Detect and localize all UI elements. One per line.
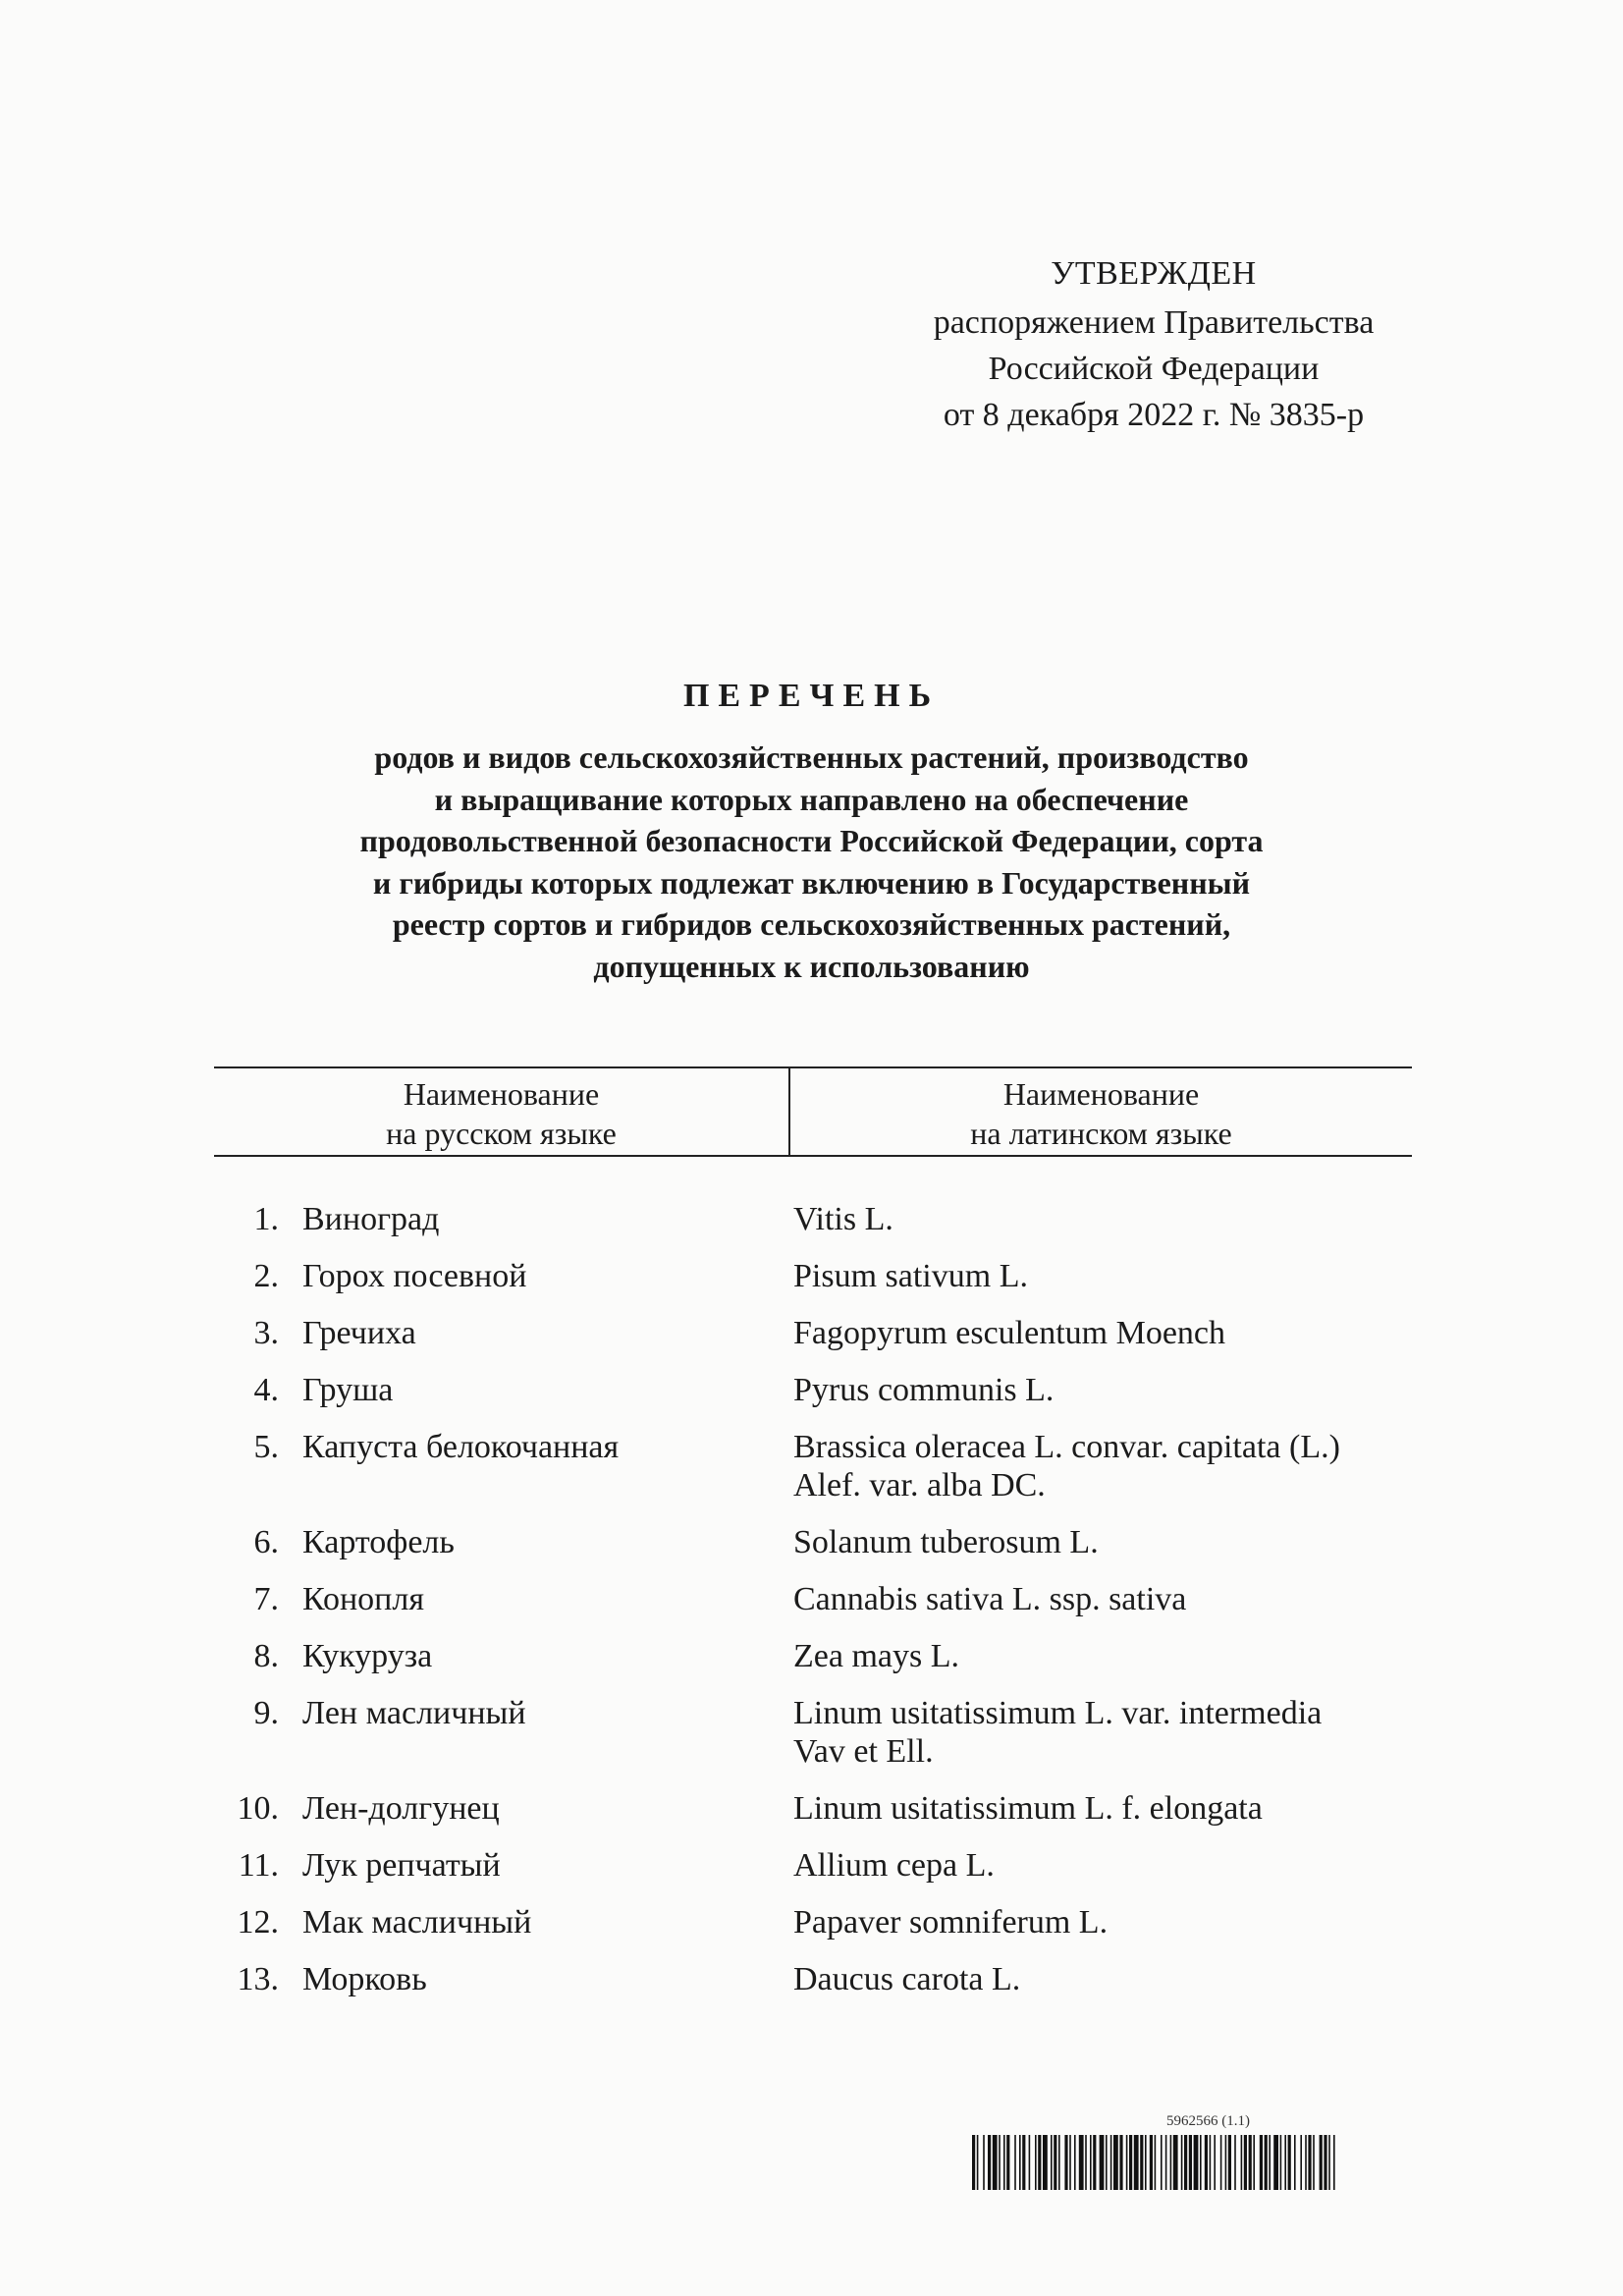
barcode-bar (1234, 2135, 1236, 2190)
table-row (214, 1314, 1412, 1352)
row-number: 5. (253, 1429, 279, 1465)
latin-name (793, 1200, 1402, 1238)
latin-name-line: Allium cepa L. (793, 1847, 995, 1884)
subtitle-line: реестр сортов и гибридов сельскохозяйственных растений, (392, 906, 1231, 942)
barcode-bar (1333, 2135, 1335, 2190)
barcode-bar (1140, 2135, 1143, 2190)
russian-name: Лук репчатый (302, 1847, 501, 1884)
barcode-bar (1225, 2135, 1227, 2190)
latin-name-line: Daucus carota L. (793, 1961, 1021, 1997)
barcode-bar (1074, 2135, 1076, 2190)
barcode-bar (1038, 2135, 1041, 2190)
table-header (214, 1066, 1412, 1157)
barcode-bar (1022, 2135, 1025, 2190)
barcode-bar (1170, 2135, 1172, 2190)
barcode-bar (1043, 2135, 1048, 2190)
latin-name-line: Vav et Ell. (793, 1733, 934, 1770)
header-ru-line: Наименование (403, 1076, 600, 1112)
barcode-bar (1328, 2135, 1330, 2190)
russian-name: Капуста белокочанная (302, 1429, 620, 1465)
row-number: 11. (238, 1847, 279, 1884)
barcode-bar (1134, 2135, 1139, 2190)
subtitle-line: и гибриды которых подлежат включению в Государственный (372, 864, 1251, 901)
barcode-bar (1145, 2135, 1147, 2190)
table-row (214, 1523, 1412, 1561)
barcode-bar (1300, 2135, 1302, 2190)
latin-name-line: Pyrus communis L. (793, 1372, 1055, 1408)
row-number: 10. (237, 1790, 279, 1827)
barcode-number: 5962566 (1.1) (1166, 2113, 1250, 2129)
barcode-bar (1273, 2135, 1278, 2190)
row-number: 9. (253, 1695, 279, 1731)
row-number: 3. (253, 1315, 279, 1351)
barcode-bar (1284, 2135, 1286, 2190)
latin-name-line: Cannabis sativa L. ssp. sativa (793, 1581, 1187, 1617)
barcode-bar (1058, 2135, 1060, 2190)
russian-name: Лен-долгунец (302, 1790, 500, 1827)
barcode-bar (1210, 2135, 1212, 2190)
barcode-bar (1324, 2135, 1326, 2190)
barcode-bar (1194, 2135, 1199, 2190)
barcode-bar (1003, 2135, 1005, 2190)
row-number: 1. (253, 1201, 279, 1237)
barcode-bar (1106, 2135, 1108, 2190)
row-number: 8. (253, 1638, 279, 1674)
barcode-bar (1305, 2135, 1307, 2190)
russian-name: Мак масличный (302, 1904, 532, 1941)
russian-name: Груша (302, 1372, 394, 1408)
barcode-bar (1006, 2135, 1009, 2190)
latin-name (793, 1960, 1402, 1998)
latin-name-line: Fagopyrum esculentum Moench (793, 1315, 1226, 1351)
table-row (214, 1200, 1412, 1238)
barcode-bar (1313, 2135, 1315, 2190)
barcode-bar (983, 2135, 985, 2190)
barcode-bar (1228, 2135, 1231, 2190)
barcode-bar (1110, 2135, 1112, 2190)
barcode-bar (1173, 2135, 1178, 2190)
latin-name-line: Zea mays L. (793, 1638, 959, 1674)
barcode-bar (1014, 2135, 1016, 2190)
table-row (214, 1371, 1412, 1409)
barcode-bar (1150, 2135, 1153, 2190)
table-row (214, 1846, 1412, 1885)
row-number: 2. (253, 1258, 279, 1294)
barcode-bar (1100, 2135, 1105, 2190)
barcode-bar (1069, 2135, 1071, 2190)
document-title: ПЕРЕЧЕНЬ (682, 678, 941, 714)
row-number: 4. (253, 1372, 279, 1408)
barcode-bar (977, 2135, 979, 2190)
latin-name (793, 1314, 1402, 1352)
barcode-bar (1205, 2135, 1208, 2190)
latin-name-line: Linum usitatissimum L. f. elongata (793, 1790, 1263, 1827)
barcode-bar (1093, 2135, 1096, 2190)
barcode-bar (1244, 2135, 1247, 2190)
row-number: 6. (253, 1524, 279, 1560)
barcode-bar (1184, 2135, 1187, 2190)
table-row (214, 1789, 1412, 1828)
latin-name (793, 1637, 1402, 1675)
subtitle-line: продовольственной безопасности Российской Федерации, сорта (359, 823, 1264, 858)
barcode-bar (1085, 2135, 1087, 2190)
latin-name (793, 1789, 1402, 1828)
table-row (214, 1428, 1412, 1504)
header-la-line: на латинском языке (970, 1116, 1232, 1151)
latin-name (793, 1428, 1402, 1504)
table-row (214, 1580, 1412, 1618)
barcode (972, 2113, 1468, 2192)
header-la-line: Наименование (1002, 1076, 1200, 1112)
barcode-bar (1064, 2135, 1067, 2190)
barcode-bar (1165, 2135, 1167, 2190)
barcode-bar (1126, 2135, 1128, 2190)
barcode-bar (1054, 2135, 1056, 2190)
latin-name-line: Papaver somniferum L. (793, 1904, 1109, 1941)
russian-name: Морковь (302, 1961, 427, 1997)
row-number: 13. (237, 1961, 279, 1997)
approval-line-1: распоряжением Правительства (933, 304, 1375, 341)
latin-name (793, 1903, 1402, 1941)
barcode-bar (1155, 2135, 1157, 2190)
barcode-bar (1280, 2135, 1282, 2190)
russian-name: Лен масличный (302, 1695, 526, 1731)
approval-line-3: от 8 декабря 2022 г. № 3835-р (943, 397, 1365, 433)
russian-name: Картофель (302, 1524, 455, 1560)
barcode-bar (1161, 2135, 1163, 2190)
barcode-bar (999, 2135, 1001, 2190)
latin-name-line: Solanum tuberosum L. (793, 1524, 1099, 1560)
barcode-bar (1241, 2135, 1243, 2190)
barcode-bar (1113, 2135, 1118, 2190)
barcode-bar (1220, 2135, 1222, 2190)
latin-name-line: Linum usitatissimum L. var. intermedia (793, 1695, 1323, 1731)
barcode-bar (1253, 2135, 1255, 2190)
header-russian-name (214, 1068, 790, 1155)
latin-name (793, 1846, 1402, 1885)
barcode-bar (1129, 2135, 1132, 2190)
row-number: 7. (253, 1581, 279, 1617)
barcode-bar (988, 2135, 991, 2190)
table-row (214, 1960, 1412, 1998)
latin-name-line: Pisum sativum L. (793, 1258, 1028, 1294)
barcode-bar (1294, 2135, 1296, 2190)
barcode-bar (1308, 2135, 1311, 2190)
barcode-bar (1119, 2135, 1122, 2190)
barcode-bar (1029, 2135, 1031, 2190)
approval-line-2: Российской Федерации (988, 351, 1320, 387)
latin-name-line: Alef. var. alba DC. (793, 1467, 1046, 1503)
subtitle-line: и выращивание которых направлено на обеспечение (434, 781, 1189, 817)
russian-name: Виноград (302, 1201, 440, 1237)
latin-name (793, 1694, 1402, 1771)
barcode-bar (1288, 2135, 1291, 2190)
barcode-bar (1249, 2135, 1252, 2190)
latin-name (793, 1371, 1402, 1409)
barcode-bar (1051, 2135, 1053, 2190)
approval-stamp (864, 250, 1443, 438)
subtitle-line: допущенных к использованию (593, 948, 1030, 984)
latin-name-line: Vitis L. (793, 1201, 893, 1237)
russian-name: Конопля (302, 1581, 424, 1617)
table-row (214, 1694, 1412, 1771)
barcode-bar (1035, 2135, 1037, 2190)
barcode-bar (972, 2135, 975, 2190)
table-row (214, 1637, 1412, 1675)
barcode-bar (1260, 2135, 1263, 2190)
barcode-bars (972, 2135, 1468, 2190)
header-ru-line: на русском языке (386, 1116, 617, 1151)
barcode-bar (1189, 2135, 1192, 2190)
barcode-bar (1200, 2135, 1202, 2190)
table-row (214, 1257, 1412, 1295)
barcode-bar (993, 2135, 998, 2190)
table-row (214, 1903, 1412, 1941)
barcode-bar (1214, 2135, 1216, 2190)
plant-list (214, 1200, 1412, 2017)
barcode-bar (1269, 2135, 1271, 2190)
russian-name: Горох посевной (302, 1258, 527, 1294)
barcode-bar (1019, 2135, 1021, 2190)
barcode-bar (1265, 2135, 1268, 2190)
row-number: 12. (237, 1904, 279, 1941)
latin-name (793, 1257, 1402, 1295)
latin-name (793, 1523, 1402, 1561)
subtitle-line: родов и видов сельскохозяйственных растений, производство (374, 739, 1249, 775)
barcode-bar (1079, 2135, 1084, 2190)
latin-name-line: Brassica oleracea L. convar. capitata (L.) (793, 1429, 1340, 1465)
approved-heading: УТВЕРЖДЕН (1051, 255, 1257, 292)
barcode-bar (1181, 2135, 1183, 2190)
russian-name: Кукуруза (302, 1638, 433, 1674)
barcode-bar (1090, 2135, 1092, 2190)
latin-name (793, 1580, 1402, 1618)
barcode-bar (1320, 2135, 1323, 2190)
russian-name: Гречиха (302, 1315, 416, 1351)
document-subtitle (216, 737, 1407, 987)
header-latin-name (790, 1068, 1412, 1155)
